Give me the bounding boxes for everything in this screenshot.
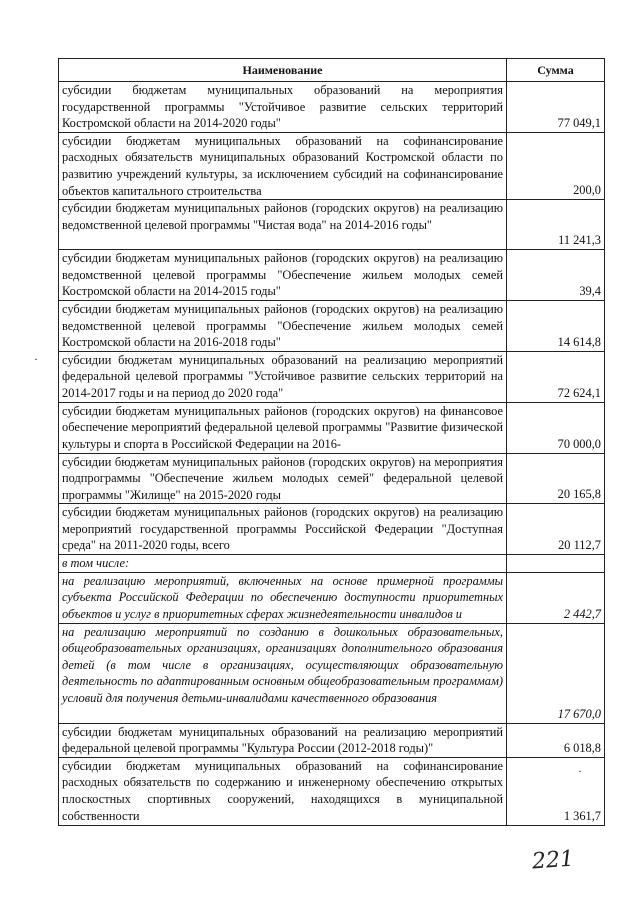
table-row <box>59 453 605 504</box>
table-row <box>59 504 605 555</box>
table-row <box>59 402 605 453</box>
row-sum: 2 442,7 <box>507 572 605 623</box>
margin-dot-mark: · <box>34 352 38 366</box>
row-sum: 70 000,0 <box>507 402 605 453</box>
table-row <box>59 572 605 623</box>
table-row <box>59 82 605 133</box>
subsidies-table <box>58 58 605 826</box>
row-sum: 11 241,3 <box>507 200 605 250</box>
table-row <box>59 300 605 351</box>
row-name: на реализацию мероприятий, включенных на основе примерной программы субъекта Российской Федерации по обеспечению доступности приоритетных объектов и услуг в приоритетных сферах жизнедеятельности инвалидов и <box>62 573 503 621</box>
row-name: субсидии бюджетам муниципальных районов (городских округов) на реализацию ведомственной целевой программы "Обеспечение жильем молодых семей Костромской области на 2016-2018 годы" <box>59 300 507 351</box>
handwritten-page-number: 221 <box>531 846 575 875</box>
table-row <box>59 250 605 301</box>
row-sum: 72 624,1 <box>507 351 605 402</box>
row-name: субсидии бюджетам муниципальных образований на софинансирование расходных обязательств муниципальных образований Костромской области по развитию учреждений культуры, за исключением субсидий на софинансирование объектов капитального строительства <box>59 132 507 199</box>
table-header-row <box>59 59 605 82</box>
row-name: субсидии бюджетам муниципальных районов (городских округов) на реализацию ведомственной целевой программы "Чистая вода" на 2014-2016 годы" <box>59 200 507 250</box>
row-name: субсидии бюджетам муниципальных образований на софинансирование расходных обязательств по содержанию и инженерному обеспечению открытых плоскостных спортивных сооружений, находящихся в муниципальной собственности <box>59 757 507 825</box>
row-sum: 20 112,7 <box>507 504 605 555</box>
table-row <box>59 132 605 199</box>
header-name: Наименование <box>59 59 507 82</box>
row-sum: 77 049,1 <box>507 82 605 133</box>
row-name: на реализацию мероприятий по созданию в дошкольных образовательных, общеобразовательных организациях, организациях дополнительного образования детей (в том числе в организациях, осуществляющих образовательную деятельность по адаптированным основным общеобразовательным программам) условий для получения детьми-инвалидами качественного образования <box>59 623 507 723</box>
row-sum <box>507 555 605 573</box>
table-row <box>59 555 605 573</box>
stray-dot-mark: · <box>578 763 582 778</box>
budget-table-sheet <box>58 58 604 826</box>
row-name: субсидии бюджетам муниципальных образований на реализацию мероприятий федеральной целевой программы "Устойчивое развитие сельских территорий на 2014-2017 годы и на период до 2020 года" <box>59 351 507 402</box>
row-name: субсидии бюджетам муниципальных образований на мероприятия государственной программы "Устойчивое развитие сельских территорий Костромской области на 2014-2020 годы" <box>59 82 507 133</box>
table-row <box>59 723 605 757</box>
row-sum: 20 165,8 <box>507 453 605 504</box>
row-name: субсидии бюджетам муниципальных районов (городских округов) на реализацию мероприятий государственной программы Российской Федерации "Доступная среда" на 2011-2020 годы, всего <box>59 504 507 555</box>
row-name: субсидии бюджетам муниципальных образований на реализацию мероприятий федеральной целевой программы "Культура России (2012-2018 годы)" <box>59 723 507 757</box>
row-name: в том числе: <box>59 555 507 573</box>
row-sum: 14 614,8 <box>507 300 605 351</box>
row-sum: 1 361,7 <box>563 808 601 823</box>
row-sum: 39,4 <box>507 250 605 301</box>
table-row <box>59 200 605 250</box>
header-sum: Сумма <box>507 59 605 82</box>
row-sum: 6 018,8 <box>507 723 605 757</box>
row-name: субсидии бюджетам муниципальных районов (городских округов) на мероприятия подпрограммы "Обеспечение жильем молодых семей" федеральной целевой программы "Жилище" на 2015-2020 годы <box>59 453 507 504</box>
row-sum: 200,0 <box>507 132 605 199</box>
table-row <box>59 623 605 723</box>
row-name: субсидии бюджетам муниципальных районов (городских округов) на финансовое обеспечение мероприятий федеральной целевой программы "Развитие физической культуры и спорта в Российской Федерации на 2016- <box>62 403 503 451</box>
row-sum: 17 670,0 <box>507 623 605 723</box>
row-name: субсидии бюджетам муниципальных районов (городских округов) на реализацию ведомственной целевой программы "Обеспечение жильем молодых семей Костромской области на 2014-2015 годы" <box>59 250 507 301</box>
table-row <box>59 351 605 402</box>
table-row <box>59 757 605 825</box>
